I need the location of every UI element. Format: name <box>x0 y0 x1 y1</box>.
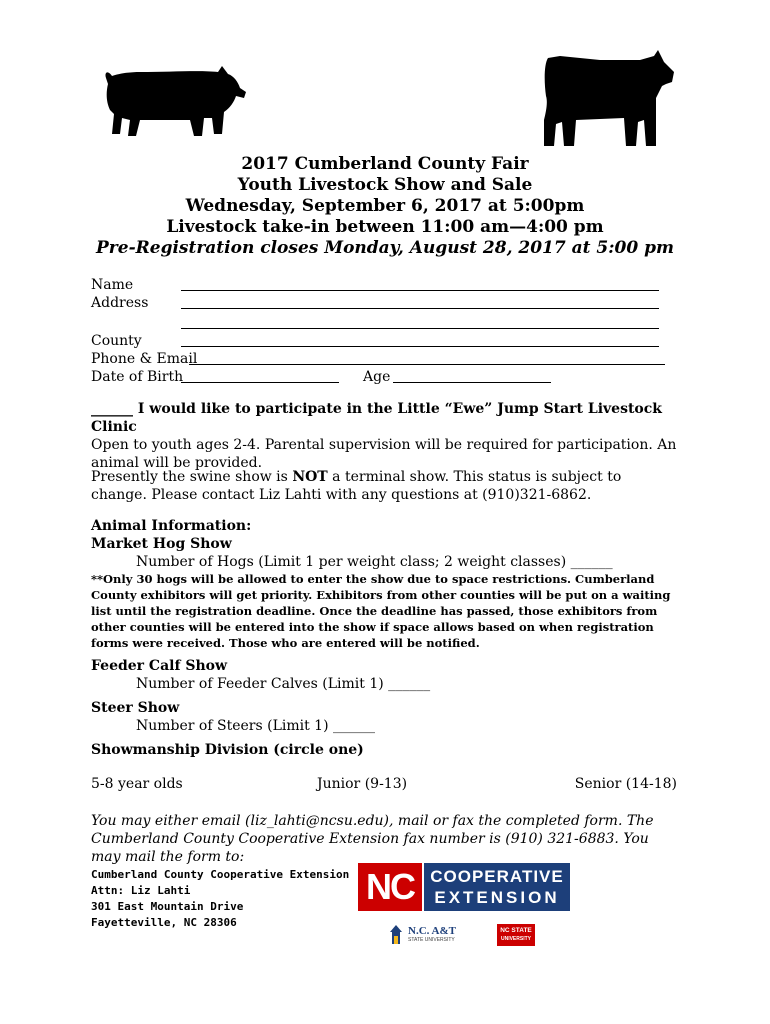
clinic-section <box>91 400 681 472</box>
ncat-subtext: STATE UNIVERSITY <box>408 937 455 943</box>
showmanship-options <box>91 776 681 794</box>
header-line-5: Pre-Registration closes Monday, August 28, 2017 at 5:00 pm <box>96 238 674 258</box>
division-junior[interactable]: Junior (9-13) <box>317 776 408 792</box>
showmanship-heading: Showmanship Division (circle one) <box>91 742 364 758</box>
logo-extension: EXTENSION <box>434 888 560 907</box>
event-header <box>0 154 770 259</box>
phone-label: Phone & Email <box>91 351 198 367</box>
address-row-2 <box>91 312 671 332</box>
county-field[interactable] <box>181 332 659 347</box>
logo-cooperative: COOPERATIVE <box>430 867 564 886</box>
name-label: Name <box>91 277 134 293</box>
ncat-text: N.C. A&T <box>408 925 456 937</box>
nc-state-logo <box>497 924 535 946</box>
name-field[interactable] <box>181 276 659 291</box>
nc-at-logo <box>388 924 478 946</box>
nc-cooperative-extension-logo <box>358 863 570 911</box>
ncstate-text: NC STATE <box>500 927 532 934</box>
cow-silhouette-icon <box>540 42 675 152</box>
swine-text-not: NOT <box>292 469 328 485</box>
address-line-4: Fayetteville, NC 28306 <box>91 916 237 929</box>
animal-section <box>91 517 681 759</box>
clinic-blank[interactable]: ______ <box>91 401 133 417</box>
clinic-text: Open to youth ages 2-4. Parental supervision will be required for participation. An animal will be provided. <box>91 437 677 471</box>
header-line-1: 2017 Cumberland County Fair <box>241 154 529 174</box>
name-row <box>91 276 671 294</box>
swine-text-pre: Presently the swine show is <box>91 469 293 485</box>
header-line-4: Livestock take-in between 11:00 am—4:00 pm <box>166 217 604 237</box>
hogs-note: **Only 30 hogs will be allowed to enter the show due to space restrictions. Cumberland County exhibitors will get priority. Exhibitors from other counties will be put on a waiting list until the registration deadline. Once the deadline has passed, those exhibitors from other counties will be entered into the show if space allows based on when registration forms were received. Those who are entered will be notified. <box>91 572 671 650</box>
age-field[interactable] <box>393 368 551 383</box>
aggie-icon <box>388 924 404 946</box>
ncstate-subtext: UNIVERSITY <box>500 936 531 942</box>
dob-label: Date of Birth <box>91 369 184 385</box>
swine-text-post: a terminal show. This status is subject to change. Please contact Liz Lahti with any questions at (910)321-6862. <box>91 469 622 503</box>
cooperative-extension-wordmark <box>424 863 570 911</box>
address-line-3: 301 East Mountain Drive <box>91 900 244 913</box>
address-field-2[interactable] <box>181 314 659 329</box>
market-hog-heading: Market Hog Show <box>91 536 232 552</box>
registration-form <box>91 276 671 386</box>
pig-silhouette-icon <box>100 62 250 142</box>
nc-logo-mark: NC <box>358 863 422 911</box>
header-line-3: Wednesday, September 6, 2017 at 5:00pm <box>185 196 585 216</box>
clinic-title: I would like to participate in the Little “Ewe” Jump Start Livestock Clinic <box>91 401 662 435</box>
county-label: County <box>91 333 142 349</box>
steer-line: Number of Steers (Limit 1) ______ <box>136 718 375 734</box>
division-5-8[interactable]: 5-8 year olds <box>91 776 183 792</box>
phone-email-field[interactable] <box>189 350 665 365</box>
feeder-calf-heading: Feeder Calf Show <box>91 658 228 674</box>
swine-section <box>91 468 681 504</box>
steer-heading: Steer Show <box>91 700 180 716</box>
county-row <box>91 332 671 350</box>
address-row <box>91 294 671 312</box>
address-label: Address <box>91 295 149 311</box>
phone-row <box>91 350 671 368</box>
age-label: Age <box>363 369 391 385</box>
animal-heading: Animal Information: <box>91 518 252 534</box>
dob-row <box>91 368 671 386</box>
closing-text: You may either email (liz_lahti@ncsu.edu), mail or fax the completed form. The Cumberland County Cooperative Extension fax number is (910) 321-6883. You may mail the form to: <box>91 813 654 865</box>
address-line-2: Attn: Liz Lahti <box>91 884 191 897</box>
address-line-1: Cumberland County Cooperative Extension <box>91 868 350 881</box>
hogs-line: Number of Hogs (Limit 1 per weight class; 2 weight classes) ______ <box>136 554 613 570</box>
division-senior[interactable]: Senior (14-18) <box>574 776 677 792</box>
header-line-2: Youth Livestock Show and Sale <box>237 175 533 195</box>
feeder-line: Number of Feeder Calves (Limit 1) ______ <box>136 676 431 692</box>
address-field-1[interactable] <box>181 294 659 309</box>
dob-field[interactable] <box>181 368 339 383</box>
mailing-address <box>91 867 349 931</box>
